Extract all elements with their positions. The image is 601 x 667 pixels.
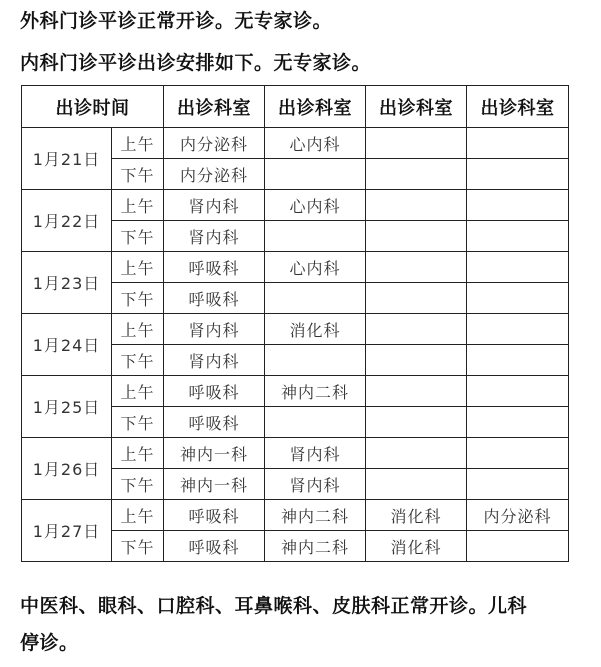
table-row [22, 438, 569, 469]
table-row [22, 252, 569, 283]
dept-cell: 神内一科 [164, 438, 265, 469]
dept-cell: 神内二科 [265, 376, 366, 407]
dept-cell [265, 283, 366, 314]
dept-cell [467, 407, 569, 438]
dept-cell: 心内科 [265, 190, 366, 221]
dept-cell [467, 345, 569, 376]
dept-cell: 神内二科 [265, 500, 366, 531]
date-cell: 1月25日 [22, 376, 112, 438]
dept-cell [467, 531, 569, 562]
dept-cell [467, 283, 569, 314]
dept-cell: 消化科 [366, 500, 467, 531]
dept-cell [467, 314, 569, 345]
dept-cell [467, 190, 569, 221]
dept-cell: 呼吸科 [164, 376, 265, 407]
date-cell: 1月22日 [22, 190, 112, 252]
period-cell: 上午 [112, 128, 164, 159]
dept-cell: 呼吸科 [164, 407, 265, 438]
dept-cell [366, 252, 467, 283]
period-cell: 上午 [112, 438, 164, 469]
dept-cell: 呼吸科 [164, 283, 265, 314]
dept-cell: 呼吸科 [164, 252, 265, 283]
period-cell: 上午 [112, 314, 164, 345]
table-row [22, 500, 569, 531]
header-dept: 出诊科室 [467, 86, 569, 128]
schedule-body [22, 128, 569, 562]
dept-cell: 心内科 [265, 128, 366, 159]
dept-cell [467, 438, 569, 469]
period-cell: 下午 [112, 283, 164, 314]
date-cell: 1月26日 [22, 438, 112, 500]
table-header-row [22, 86, 569, 128]
dept-cell [366, 190, 467, 221]
dept-cell: 肾内科 [164, 345, 265, 376]
period-cell: 下午 [112, 531, 164, 562]
dept-cell: 肾内科 [164, 314, 265, 345]
period-cell: 上午 [112, 376, 164, 407]
table-row [22, 128, 569, 159]
dept-cell [366, 438, 467, 469]
dept-cell [366, 128, 467, 159]
dept-cell [366, 314, 467, 345]
schedule-table [21, 85, 569, 562]
dept-cell [467, 159, 569, 190]
surgery-notice: 外科门诊平诊正常开诊。无专家诊。 [20, 10, 333, 32]
date-cell: 1月27日 [22, 500, 112, 562]
date-cell: 1月21日 [22, 128, 112, 190]
header-dept: 出诊科室 [164, 86, 265, 128]
dept-cell: 内分泌科 [164, 159, 265, 190]
dept-cell: 肾内科 [164, 221, 265, 252]
dept-cell: 呼吸科 [164, 500, 265, 531]
dept-cell [265, 159, 366, 190]
dept-cell [467, 128, 569, 159]
header-time: 出诊时间 [22, 86, 164, 128]
dept-cell: 呼吸科 [164, 531, 265, 562]
table-row [22, 190, 569, 221]
table-row [22, 314, 569, 345]
period-cell: 上午 [112, 252, 164, 283]
period-cell: 下午 [112, 221, 164, 252]
dept-cell: 肾内科 [265, 469, 366, 500]
footer-notice: 中医科、眼科、口腔科、耳鼻喉科、皮肤科正常开诊。儿科 [20, 595, 528, 617]
period-cell: 下午 [112, 407, 164, 438]
dept-cell [265, 221, 366, 252]
footer-notice-continued: 停诊。 [20, 632, 79, 654]
dept-cell: 心内科 [265, 252, 366, 283]
period-cell: 下午 [112, 345, 164, 376]
dept-cell: 肾内科 [265, 438, 366, 469]
dept-cell [366, 407, 467, 438]
dept-cell [366, 221, 467, 252]
dept-cell: 内分泌科 [467, 500, 569, 531]
dept-cell: 内分泌科 [164, 128, 265, 159]
dept-cell [366, 469, 467, 500]
dept-cell [366, 376, 467, 407]
dept-cell [467, 376, 569, 407]
date-cell: 1月24日 [22, 314, 112, 376]
dept-cell: 神内一科 [164, 469, 265, 500]
dept-cell [366, 345, 467, 376]
table-row [22, 376, 569, 407]
period-cell: 下午 [112, 469, 164, 500]
period-cell: 下午 [112, 159, 164, 190]
dept-cell [265, 345, 366, 376]
period-cell: 上午 [112, 190, 164, 221]
header-dept: 出诊科室 [265, 86, 366, 128]
dept-cell: 消化科 [265, 314, 366, 345]
header-dept: 出诊科室 [366, 86, 467, 128]
dept-cell [366, 283, 467, 314]
dept-cell: 神内二科 [265, 531, 366, 562]
internal-medicine-notice: 内科门诊平诊出诊安排如下。无专家诊。 [20, 52, 372, 74]
dept-cell [467, 469, 569, 500]
date-cell: 1月23日 [22, 252, 112, 314]
dept-cell [467, 252, 569, 283]
dept-cell [265, 407, 366, 438]
period-cell: 上午 [112, 500, 164, 531]
dept-cell: 肾内科 [164, 190, 265, 221]
dept-cell [467, 221, 569, 252]
dept-cell [366, 159, 467, 190]
dept-cell: 消化科 [366, 531, 467, 562]
